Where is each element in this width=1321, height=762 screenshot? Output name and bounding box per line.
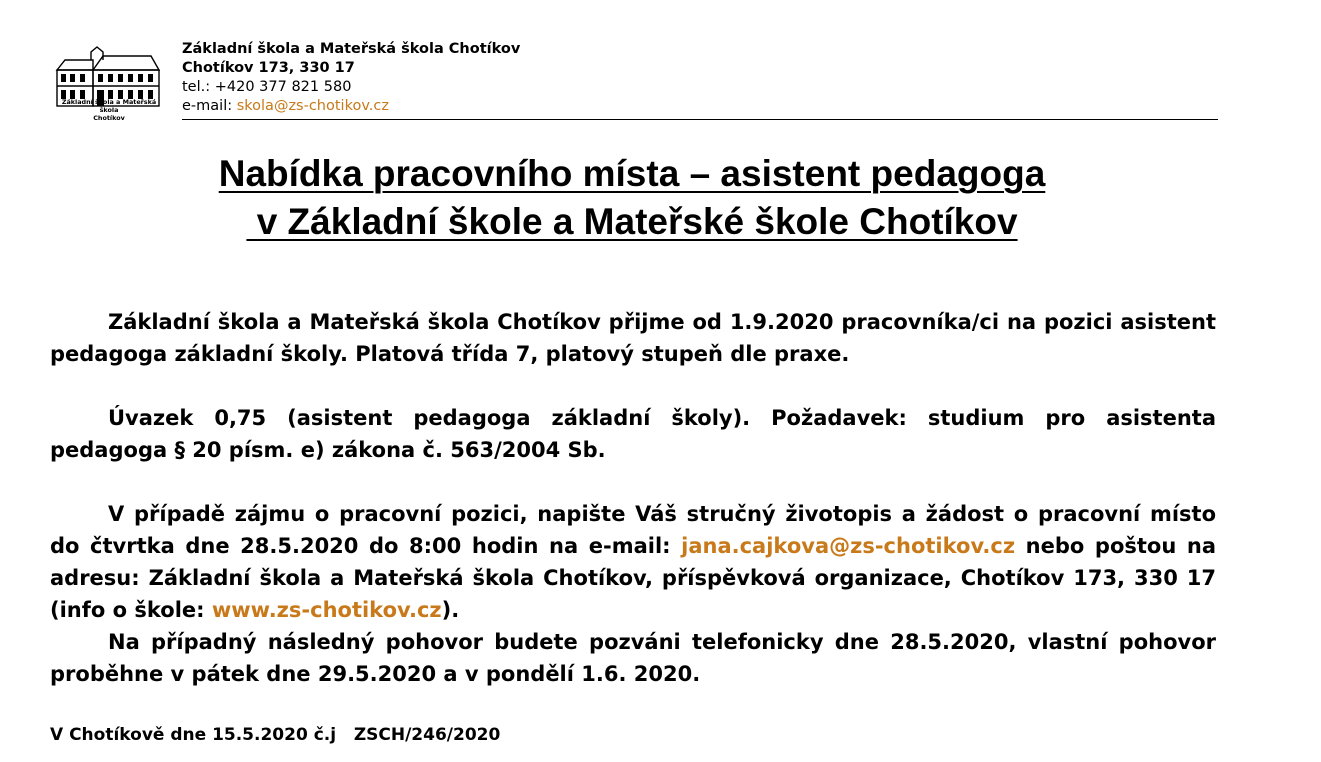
school-email-link[interactable]: skola@zs-chotikov.cz [236, 98, 389, 114]
school-name: Základní škola a Mateřská škola Chotíkov [182, 41, 521, 57]
email-label: e-mail: [182, 98, 237, 114]
document-body [50, 306, 1216, 690]
contact-email-link[interactable]: jana.cajkova@zs-chotikov.cz [681, 534, 1016, 558]
school-phone: tel.: +420 377 821 580 [182, 79, 352, 95]
school-address: Chotíkov 173, 330 17 [182, 60, 355, 76]
paragraph-application [50, 498, 1216, 626]
logo-caption-line2: Chotíkov [93, 114, 125, 122]
application-text-3: ). [441, 598, 460, 622]
document-title [0, 150, 1264, 246]
document-footer-date-ref: V Chotíkově dne 15.5.2020 č.j ZSCH/246/2020 [50, 725, 501, 745]
logo-caption-line1: Základní škola a Mateřská škola [61, 98, 157, 114]
website-link[interactable]: www.zs-chotikov.cz [211, 598, 442, 622]
logo-caption [55, 98, 163, 122]
application-text-2: nebo poštou na adresu: Základní škola a Mateřská škola Chotíkov, příspěvková organizace, Chotíkov 173, 330 17 (info o škole: [50, 534, 1216, 622]
school-email-line [182, 97, 520, 116]
header-divider [182, 119, 1218, 120]
paragraph-interview: Na případný následný pohovor budete pozváni telefonicky dne 28.5.2020, vlastní pohovor proběhne v pátek dne 29.5.2020 a v pondělí 1.6. 2020. [50, 630, 1216, 686]
title-line2: v Základní škole a Mateřské škole Chotíkov [246, 201, 1018, 242]
paragraph-offer: Základní škola a Mateřská škola Chotíkov přijme od 1.9.2020 pracovníka/ci na pozici asistent pedagoga základní školy. Platová třída 7, platový stupeň dle praxe. [50, 310, 1216, 366]
letterhead [182, 40, 520, 116]
paragraph-requirements: Úvazek 0,75 (asistent pedagoga základní školy). Požadavek: studium pro asistenta pedagoga § 20 písm. e) zákona č. 563/2004 Sb. [50, 406, 1216, 462]
title-line1: Nabídka pracovního místa – asistent pedagoga [218, 153, 1046, 194]
application-text-1: V případě zájmu o pracovní pozici, napište Váš stručný životopis a žádost o pracovní místo do čtvrtka dne 28.5.2020 do 8:00 hodin na e-mail: [50, 502, 1216, 558]
